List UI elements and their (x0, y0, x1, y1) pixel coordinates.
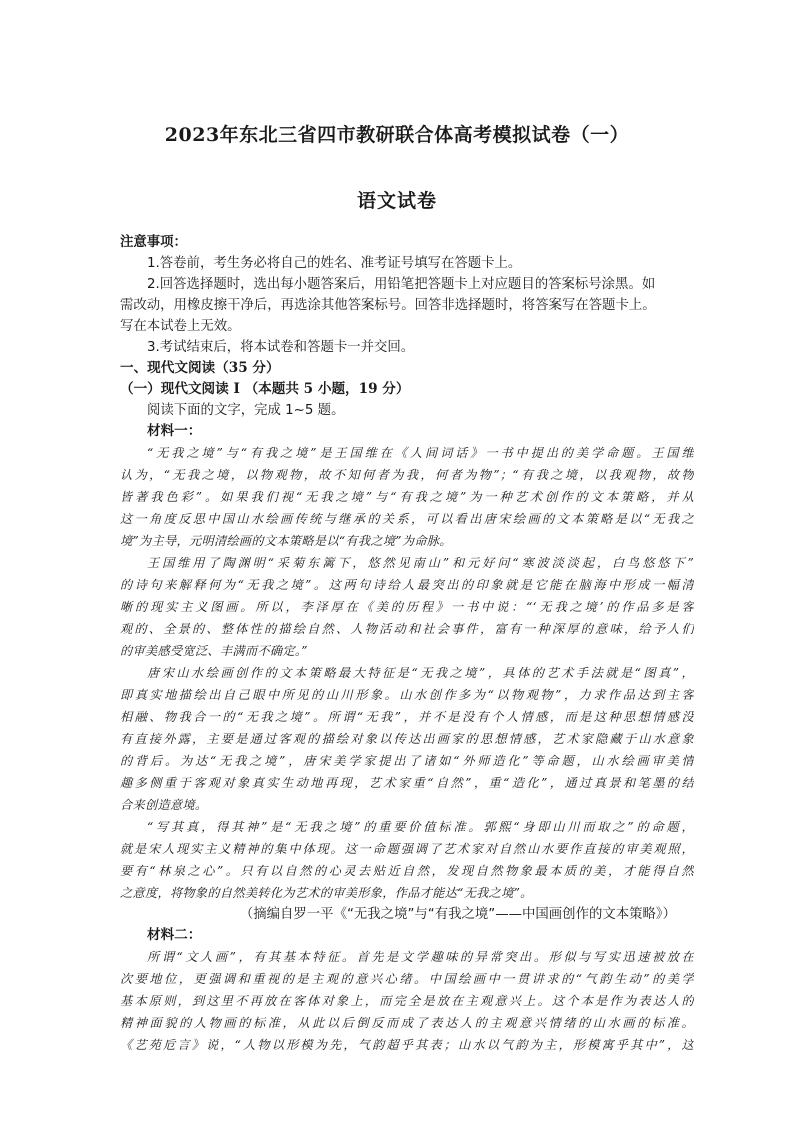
passage-line: 王国维用了陶渊明“采菊东篱下，悠然见南山”和元好问“寒波淡淡起，白鸟悠悠下” (147, 556, 694, 570)
passage-line: 的诗句来解释何为“无我之境”。这两句诗给人最突出的印象就是它能在脑海中形成一幅清 (120, 578, 694, 592)
passage-line: 的审美感受宽泛、丰满而不确定。” (120, 644, 308, 658)
passage-line: 即真实地描绘出自己眼中所见的山川形象。山水创作多为“以物观物”，力求作品达到主客 (120, 688, 694, 702)
notice-item: 1.答卷前，考生务必将自己的姓名、准考证号填写在答题卡上。 (147, 256, 522, 271)
passage-line: 合来创造意境。 (120, 798, 208, 812)
passage-line: 认为，“无我之境，以物观物，故不知何者为我，何者为物”；“有我之境，以我观物，故物 (120, 468, 694, 482)
passage-line: 基本原则，到这里不再放在客体对象上，而完全是放在主观意兴上。这个本是作为表达人的 (120, 994, 694, 1008)
exam-subtitle: 语文试卷 (356, 190, 437, 212)
passage-line: “无我之境”与“有我之境”是王国维在《人间词话》一书中提出的美学命题。王国维 (147, 446, 694, 460)
passage-line: 的背后。为达“无我之境”，唐宋美学家提出了诸如“外师造化”等命题，山水绘画审美情 (120, 754, 694, 768)
material-two-body (120, 946, 694, 1056)
passage-line: 相融、物我合一的“无我之境”。所谓“无我”，并不是没有个人情感，而是这种思想情感没 (120, 710, 694, 724)
material-one-label: 材料一： (147, 423, 202, 439)
exam-content (120, 232, 694, 1056)
passage-line: 皆著我色彩”。如果我们视“无我之境”与“有我之境”为一种艺术创作的文本策略，并从 (120, 490, 694, 504)
material-one-body (120, 442, 694, 904)
reading-instruction: 阅读下面的文字，完成 1~5 题。 (147, 403, 345, 418)
passage-line: 次要地位，更强调和重视的是主观的意兴心绪。中国绘画中一贯讲求的“气韵生动”的美学 (120, 972, 694, 986)
passage-line: 《艺苑卮言》说，“人物以形模为先，气韵超乎其表；山水以气韵为主，形模寓乎其中”，这 (120, 1038, 694, 1052)
notice-item: 写在本试卷上无效。 (120, 319, 241, 334)
passage-line: “写其真，得其神”是“无我之境”的重要价值标准。郭熙“身即山川而取之”的命题， (147, 820, 694, 834)
notice-heading: 注意事项： (120, 235, 187, 250)
passage-line: 要有“林泉之心”。只有以自然的心灵去贴近自然，发现自然物象最本质的美，才能得自然 (120, 864, 694, 878)
passage-line: 就是宋人现实主义精神的集中体现。这一命题强调了艺术家对自然山水要作直接的审美观照， (120, 842, 694, 856)
notice-item: 需改动，用橡皮擦干净后，再选涂其他答案标号。回答非选择题时，将答案写在答题卡上。 (120, 298, 656, 313)
passage-line: 有直接外露，主要是通过客观的描绘对象以传达出画家的思想情感，艺术家隐藏于山水意象 (120, 732, 694, 746)
passage-line: 趣多侧重于客观对象真实生动地再现，艺术家重“自然”，重“造化”，通过真景和笔墨的结 (120, 776, 694, 790)
passage-line: 观的、全景的、整体性的描绘自然、人物活动和社会事件，富有一种深厚的意味，给予人们 (120, 622, 694, 636)
exam-title: 2023年东北三省四市教研联合体高考模拟试卷（一） (164, 124, 630, 146)
passage-line: 所谓“文人画”，有其基本特征。首先是文学趣味的异常突出。形似与写实迅速被放在 (147, 950, 694, 964)
passage-line: 之意度，将物象的自然美转化为艺术的审美形象，作品才能达“无我之境”。 (120, 886, 533, 900)
material-one-source: （摘编自罗一平《“无我之境”与“有我之境”——中国画创作的文本策略》） (239, 907, 676, 922)
section-subheading: （一）现代文阅读 I （本题共 5 小题，19 分） (120, 381, 410, 397)
passage-line: 精神面貌的人物画的标准，从此以后倒反而成了表达人的主观意兴情绪的山水画的标准。 (120, 1016, 694, 1030)
passage-line: 晰的现实主义图画。所以，李泽厚在《美的历程》一书中说：“‘无我之境’的作品多是客 (120, 600, 694, 614)
notice-item: 3.考试结束后，将本试卷和答题卡一并交回。 (147, 340, 415, 355)
section-heading: 一、现代文阅读（35 分） (120, 360, 280, 376)
material-two-label: 材料二： (147, 927, 202, 943)
notice-item: 2.回答选择题时，选出每小题答案后，用铅笔把答题卡上对应题目的答案标号涂黑。如 (147, 277, 656, 292)
passage-line: 唐宋山水绘画创作的文本策略最大特征是“无我之境”，具体的艺术手法就是“图真”， (147, 666, 694, 680)
passage-line: 境”为主导，元明清绘画的文本策略是以“有我之境”为命脉。 (120, 534, 452, 548)
passage-line: 这一角度反思中国山水绘画传统与继承的关系，可以看出唐宋绘画的文本策略是以“无我之 (120, 512, 694, 526)
